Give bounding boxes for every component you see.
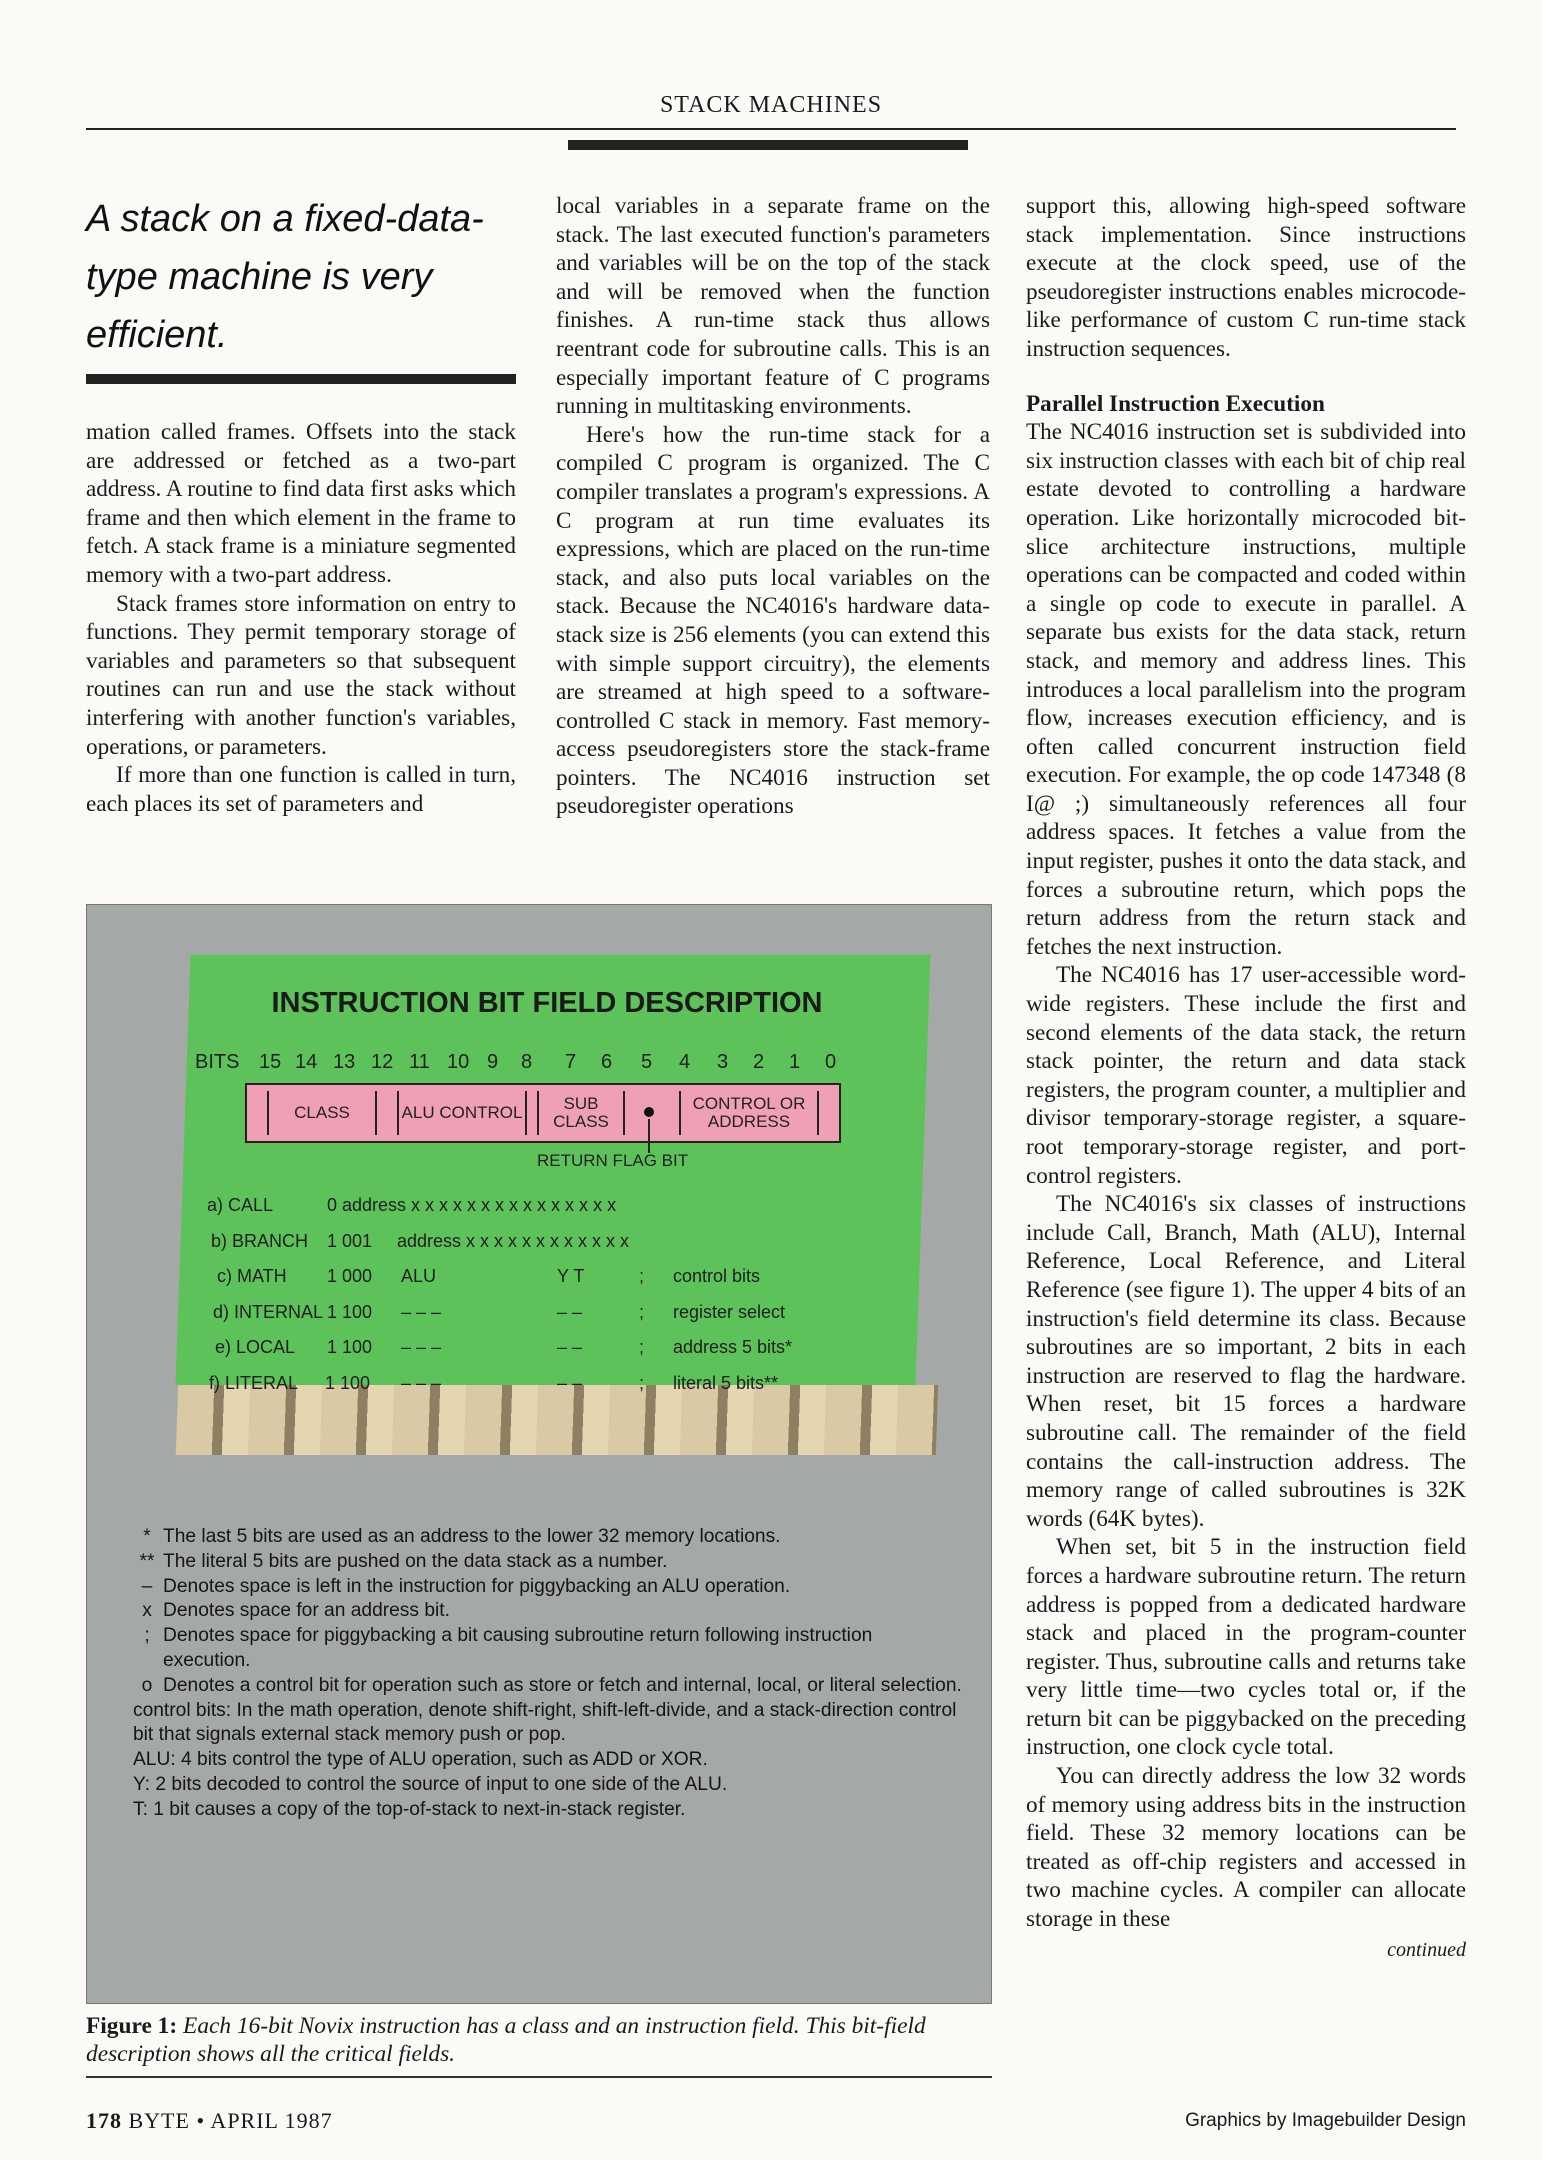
bit-3: 3	[717, 1051, 729, 1073]
bit-2: 2	[753, 1051, 765, 1073]
figure-caption	[86, 2012, 996, 2068]
field-alu-control: ALU CONTROL	[397, 1091, 527, 1135]
row-desc: control bits	[673, 1266, 761, 1287]
row-label: e) LOCAL	[215, 1337, 296, 1358]
note-text: Denotes space is left in the instruction for piggybacking an ALU operation.	[163, 1575, 791, 1597]
row-alu: – – –	[401, 1301, 442, 1322]
row-return: ;	[639, 1266, 645, 1287]
col2-paragraph-1: local variables in a separate frame on the stack. The last executed function's parameters and variables will be on the top of the stack and will be removed when the function finishes. A run-time stack thus allows reentrant code for subroutine calls. This is an especially important feature of C programs running in multitasking environments.	[556, 193, 990, 420]
column-1	[86, 418, 516, 818]
definition-term: Y:	[133, 1773, 151, 1795]
note-item	[133, 1599, 963, 1624]
row-label: d) INTERNAL	[213, 1301, 324, 1322]
bit-4: 4	[679, 1051, 691, 1073]
row-alu: – – –	[401, 1337, 442, 1358]
graphics-credit: Graphics by Imagebuilder Design	[1185, 2110, 1466, 2131]
note-text: The last 5 bits are used as an address to the lower 32 memory locations.	[163, 1526, 781, 1547]
note-text: The literal 5 bits are pushed on the data stack as a number.	[163, 1550, 668, 1572]
table-row	[197, 1262, 917, 1298]
note-item	[133, 1575, 963, 1600]
col2-paragraph-2: Here's how the run-time stack for a compiled C program is organized. The C compiler translates a program's expressions. A C program at run time evaluates its expressions, which are placed on the run-time stack, and also puts local variables on the stack. Because the NC4016's hardware data-stack size is 256 elements (you can extend this with simple support circuitry), the elements are streamed at high speed to a software-controlled C stack in memory. Fast memory-access pseudoregisters store the stack-frame pointers. The NC4016 instruction set pseudoregister operations	[556, 421, 990, 820]
table-row	[197, 1191, 917, 1227]
bit-6: 6	[601, 1051, 613, 1073]
row-yt: – –	[557, 1301, 583, 1322]
pull-quote: A stack on a fixed-data-type machine is very efficient.	[86, 198, 484, 356]
note-text: Denotes a control bit for operation such as store or fetch and internal, local, or literal selection.	[163, 1674, 962, 1696]
caption-label: Figure 1:	[86, 2013, 178, 2039]
running-header: STACK MACHINES	[659, 92, 883, 118]
bit-5: 5	[641, 1051, 653, 1073]
row-return: ;	[639, 1372, 645, 1393]
bit-12: 12	[371, 1051, 394, 1073]
definition-item	[133, 1798, 963, 1823]
table-row	[197, 1333, 917, 1369]
bit-8: 8	[521, 1051, 533, 1073]
row-desc: literal 5 bits**	[673, 1372, 779, 1393]
note-text: Denotes space for an address bit.	[163, 1600, 450, 1622]
definition-item	[133, 1699, 963, 1749]
definition-text: In the math operation, denote shift-right, shift-left-divide, and a stack-direction control bit that signals external stack memory push or pop.	[133, 1699, 957, 1746]
row-alu: address x x x x x x x x x x x x	[397, 1230, 630, 1251]
bit-1: 1	[789, 1051, 801, 1073]
field-control-or-address: CONTROL OR ADDRESS	[679, 1091, 819, 1135]
col3-intro: support this, allowing high-speed software stack implementation. Since instructions execute at the clock speed, use of the pseudoregister instructions enables microcode-like performance of custom C run-time stack instruction sequences.	[1026, 193, 1466, 362]
bits-label: BITS	[195, 1051, 240, 1073]
note-symbol: ;	[144, 1625, 150, 1647]
row-code: 0 address x x x x x x x x x x x x x x x	[327, 1195, 617, 1215]
note-symbol: –	[141, 1575, 153, 1597]
bit-14: 14	[295, 1051, 318, 1073]
row-desc: register select	[673, 1301, 786, 1322]
note-item	[133, 1624, 963, 1674]
row-return: ;	[639, 1301, 645, 1322]
definition-text: 4 bits control the type of ALU operation, such as ADD or XOR.	[181, 1749, 708, 1771]
note-symbol: *	[143, 1526, 151, 1547]
row-alu: – – –	[401, 1372, 442, 1393]
note-item	[133, 1550, 963, 1575]
definition-term: control bits:	[133, 1699, 232, 1721]
bit-15: 15	[259, 1051, 282, 1073]
instruction-field-diagram	[245, 1083, 841, 1143]
bit-10: 10	[447, 1051, 470, 1073]
figure-title: INSTRUCTION BIT FIELD DESCRIPTION	[271, 987, 823, 1019]
table-row	[197, 1298, 917, 1334]
magazine-issue: BYTE • APRIL 1987	[128, 2108, 333, 2133]
return-flag-label: RETURN FLAG BIT	[537, 1151, 689, 1170]
note-item	[133, 1525, 963, 1550]
definition-text: 2 bits decoded to control the source of input to one side of the ALU.	[155, 1773, 728, 1795]
col3-paragraph-3: The NC4016's six classes of instructions include Call, Branch, Math (ALU), Internal Reference, Local Reference, and Literal Reference (see figure 1). The upper 4 bits of an instruction's field determine its class. Because subroutines are so important, 2 bits in each instruction are reserved to flag the hardware. When reset, bit 15 forces a hardware subroutine call. The remainder of the field contains the call-instruction address. The memory range of called subroutines is 32K words (64K bytes).	[1026, 1191, 1466, 1532]
definition-term: T:	[133, 1798, 148, 1820]
col3-paragraph-5: You can directly address the low 32 words of memory using address bits in the instruction field. These 32 memory locations can be treated as off-chip registers and accessed in two machine cycles. A compiler can allocate storage in these	[1026, 1763, 1466, 1933]
col3-paragraph-1: The NC4016 instruction set is subdivided into six instruction classes with each bit of chip real estate devoted to controlling a hardware operation. Like horizontally microcoded bit-slice architecture instructions, multiple operations can be compacted and coded within a single op code to execute in parallel. A separate bus exists for the data stack, return stack, and memory and address lines. This introduces a local parallelism into the program flow, increases execution efficiency, and is often called concurrent instruction field execution. For example, the op code 147348 (8 I@ ;) simultaneously references all four address spaces. It fetches a value from the input register, pushes it onto the data stack, and forces a subroutine return, which pops the return address from the return stack and fetches the next instruction.	[1026, 419, 1466, 960]
column-3	[1026, 192, 1466, 1964]
definition-item	[133, 1748, 963, 1773]
note-symbol: o	[141, 1674, 153, 1696]
return-flag-dot	[644, 1107, 654, 1117]
bit-7: 7	[565, 1051, 577, 1073]
row-code: 1 100	[327, 1337, 373, 1358]
row-yt: Y T	[557, 1266, 585, 1287]
field-sub-class: SUB CLASS	[537, 1091, 625, 1135]
note-item	[133, 1674, 963, 1699]
figure-notes	[133, 1525, 963, 1823]
header-bar	[568, 140, 968, 150]
row-desc: address 5 bits*	[673, 1337, 793, 1358]
section-heading: Parallel Instruction Execution	[1026, 390, 1325, 417]
bit-9: 9	[487, 1051, 499, 1073]
instruction-class-table	[197, 1191, 917, 1405]
header-rule	[86, 128, 1456, 130]
note-text: Denotes space for piggybacking a bit causing subroutine return following instruction execution.	[163, 1625, 873, 1671]
row-label: c) MATH	[217, 1266, 287, 1287]
page-footer	[86, 2108, 333, 2134]
col3-paragraph-4: When set, bit 5 in the instruction field forces a hardware subroutine return. The return address is popped from a dedicated hardware stack and placed in the program-counter register. Thus, subroutine calls and returns take very little time—two cycles total or, if the return bit can be piggybacked on the preceding instruction, one clock cycle total.	[1026, 1534, 1466, 1761]
col1-paragraph-1: mation called frames. Offsets into the stack are addressed or fetched as a two-part address. A routine to find data first asks which frame and then which element in the frame to fetch. A stack frame is a miniature segmented memory with a two-part address.	[86, 419, 516, 588]
row-alu: ALU	[401, 1266, 437, 1287]
col1-paragraph-2: Stack frames store information on entry to functions. They permit temporary storage of variables and parameters so that subsequent routines can run and use the stack without interfering with another function's variables, operations, or parameters.	[86, 590, 516, 760]
pull-quote-rule	[86, 374, 516, 384]
row-code: 1 000	[327, 1266, 373, 1287]
col3-paragraph-2: The NC4016 has 17 user-accessible word-wide registers. These include the first and second elements of the data stack, the return stack pointer, the return and data stack registers, the program counter, a multiplier and divisor temporary-storage register, a square-root temporary-storage register, and port-control registers.	[1026, 962, 1466, 1189]
page-number: 178	[86, 2108, 122, 2133]
row-code: 1 001	[327, 1230, 373, 1251]
definition-term: ALU:	[133, 1749, 176, 1771]
note-symbol: x	[142, 1600, 152, 1622]
bit-0: 0	[825, 1051, 837, 1073]
col1-paragraph-3: If more than one function is called in turn, each places its set of parameters and	[86, 762, 516, 817]
bit-11: 11	[409, 1051, 430, 1073]
row-yt: – –	[557, 1337, 583, 1358]
figure-1	[86, 904, 992, 2004]
column-2	[556, 192, 990, 821]
return-flag-line	[648, 1119, 650, 1153]
row-code: 1 100	[325, 1372, 371, 1393]
row-return: ;	[639, 1337, 645, 1358]
note-symbol: **	[139, 1550, 155, 1572]
bit-numbers	[195, 1051, 895, 1081]
caption-text: Each 16-bit Novix instruction has a class and an instruction field. This bit-field description shows all the critical fields.	[86, 2013, 926, 2067]
bit-13: 13	[333, 1051, 356, 1073]
continued-label: continued	[1387, 1938, 1466, 1961]
row-code: 1 100	[327, 1301, 373, 1322]
row-label: a) CALL	[207, 1195, 274, 1215]
row-yt: – –	[557, 1372, 583, 1393]
definition-text: 1 bit causes a copy of the top-of-stack to next-in-stack register.	[153, 1798, 686, 1820]
caption-rule	[86, 2076, 992, 2078]
field-class: CLASS	[267, 1091, 377, 1135]
definition-item	[133, 1773, 963, 1798]
table-row	[197, 1227, 917, 1263]
row-label: f) LITERAL	[209, 1372, 299, 1393]
row-label: b) BRANCH	[211, 1230, 309, 1251]
table-row	[197, 1369, 917, 1405]
